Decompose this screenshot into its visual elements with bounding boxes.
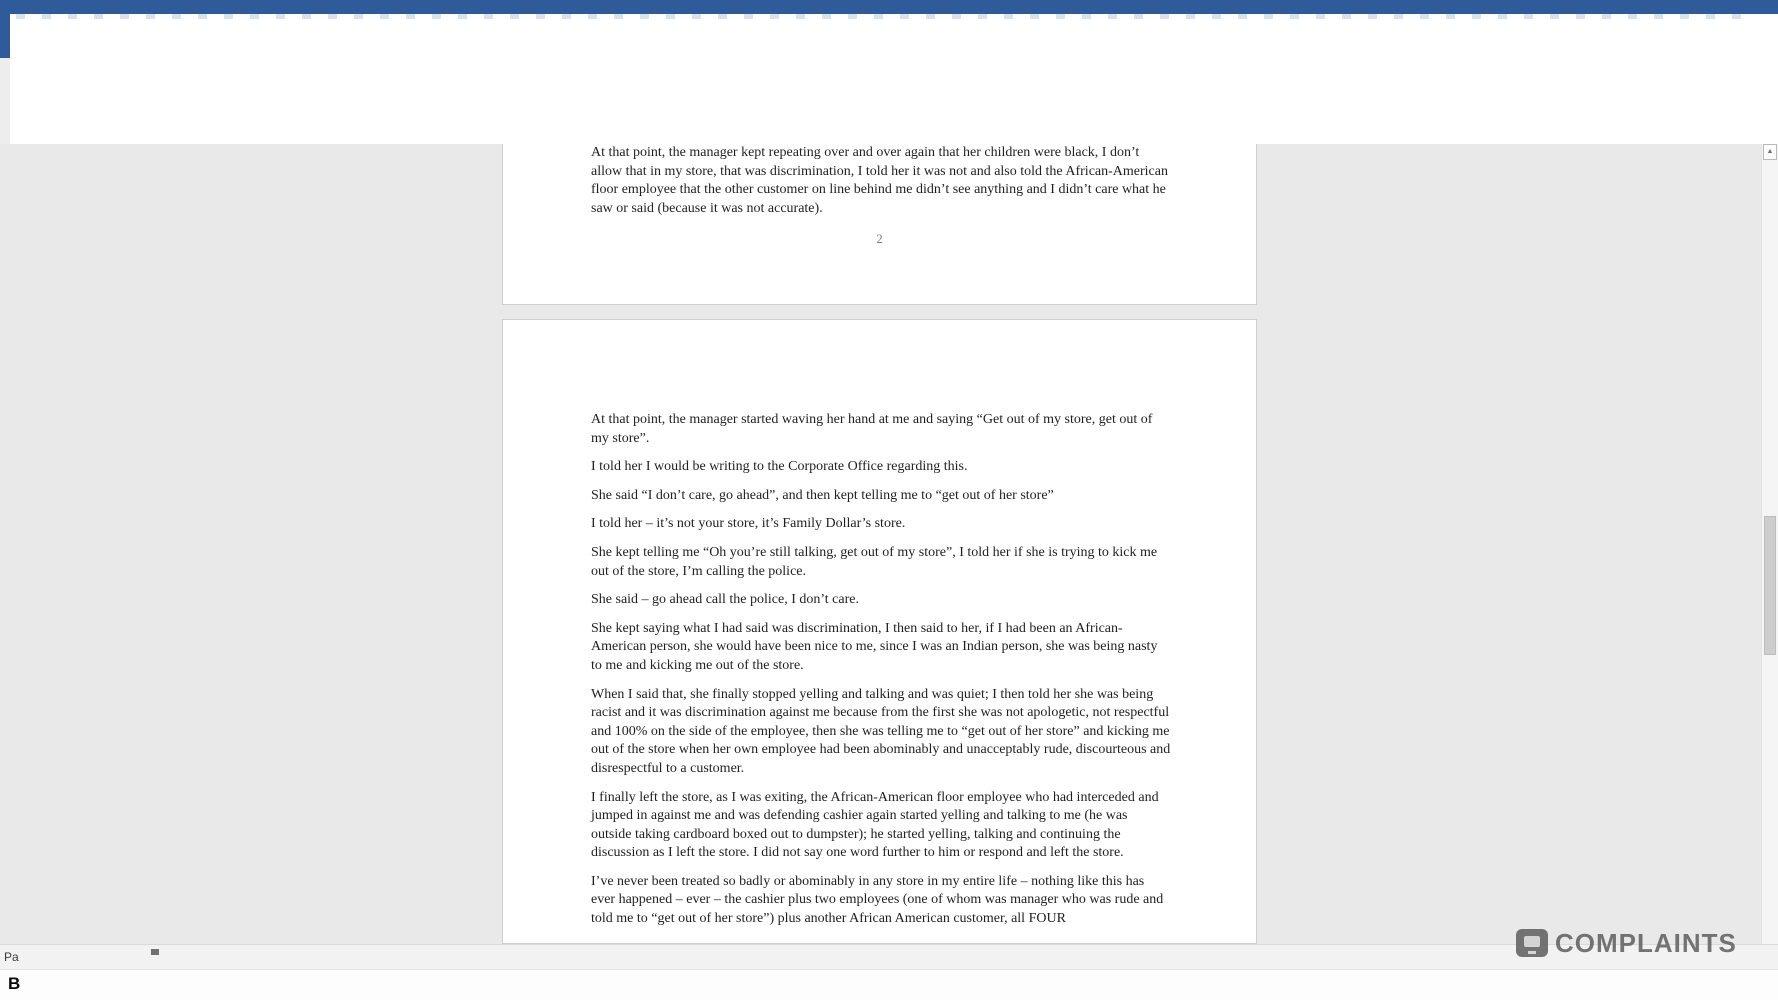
status-page-label[interactable]: Pa — [4, 950, 19, 964]
ribbon-area — [10, 14, 1778, 144]
scrollbar-thumb[interactable] — [1764, 516, 1776, 655]
paragraph: I finally left the store, as I was exiting, the African-American floor employee who had interceded and jumped in against me and was defending cashier again started yelling and talking to me (he was outside taking cardboard boxed out to dumpster); he started yelling, talking and continuing the discussion as I left the store. I did not say one word further to him or respond and left the store. — [591, 789, 1159, 861]
paragraph: At that point, the manager kept repeating over and over again that her children were black, I don’t allow that in my store, that was discrimination, I told her it was not and also told the African-American floor employee that the other customer on line behind me didn’t see anything and I didn’t care what he saw or said (because it was not accurate). — [591, 145, 1168, 216]
monitor-icon — [1516, 929, 1548, 957]
page-body-text — [591, 411, 1171, 939]
paragraph: She kept telling me “Oh you’re still talking, get out of my store”, I told her if she is trying to kick me out of the store, I’m calling the police. — [591, 544, 1158, 579]
window-edge-left — [0, 14, 10, 58]
paragraph: She kept saying what I had said was discrimination, I then said to her, if I had been an African-American person, she would have been nice to me, since I was an Indian person, she was being nasty to me and kicking me out of the store. — [591, 620, 1158, 673]
bottom-bar-label: B — [8, 974, 21, 993]
paragraph: She said “I don’t care, go ahead”, and then kept telling me to “get out of her store” — [591, 487, 1054, 503]
page-number-footer: 2 — [876, 231, 883, 246]
paragraph: I told her – it’s not your store, it’s Family Dollar’s store. — [591, 516, 906, 532]
window-edge-left-fill — [0, 58, 10, 144]
paragraph: I’ve never been treated so badly or abominably in any store in my entire life – nothing like this has ever happened – ever – the cashier plus two employees (one of whom was manager who was rude and told me to “get out of her store”) plus another African American customer, all FOUR — [591, 873, 1164, 927]
document-page-previous — [502, 144, 1257, 305]
status-bar — [0, 944, 1778, 969]
status-artifact-mark — [151, 949, 159, 955]
ribbon-dash-pattern — [16, 14, 1754, 19]
title-bar — [0, 0, 1778, 14]
vertical-scrollbar[interactable] — [1761, 144, 1778, 967]
bottom-bar — [0, 969, 1778, 1000]
scroll-up-icon: ▲ — [1766, 148, 1774, 155]
paragraph: At that point, the manager started waving her hand at me and saying “Get out of my store, get out of my store”. — [591, 412, 1153, 446]
document-page-current — [502, 319, 1257, 944]
watermark — [1516, 925, 1737, 961]
document-canvas[interactable] — [0, 144, 1761, 969]
scroll-up-button[interactable] — [1763, 144, 1777, 160]
watermark-label: COMPLAINTS — [1555, 927, 1737, 958]
paragraph: I told her I would be writing to the Corporate Office regarding this. — [591, 459, 968, 475]
paragraph: When I said that, she finally stopped yelling and talking and was quiet; I then told her she was being racist and it was discrimination against me because from the first she was not apologetic, not respectful and 100% on the side of the employee, then she was telling me to “get out of her store” and kicking me out of the store when her own employee had been abominably and unacceptably rude, discourteous and disrespectful to a customer. — [591, 686, 1171, 776]
paragraph: She said – go ahead call the police, I don’t care. — [591, 592, 859, 608]
